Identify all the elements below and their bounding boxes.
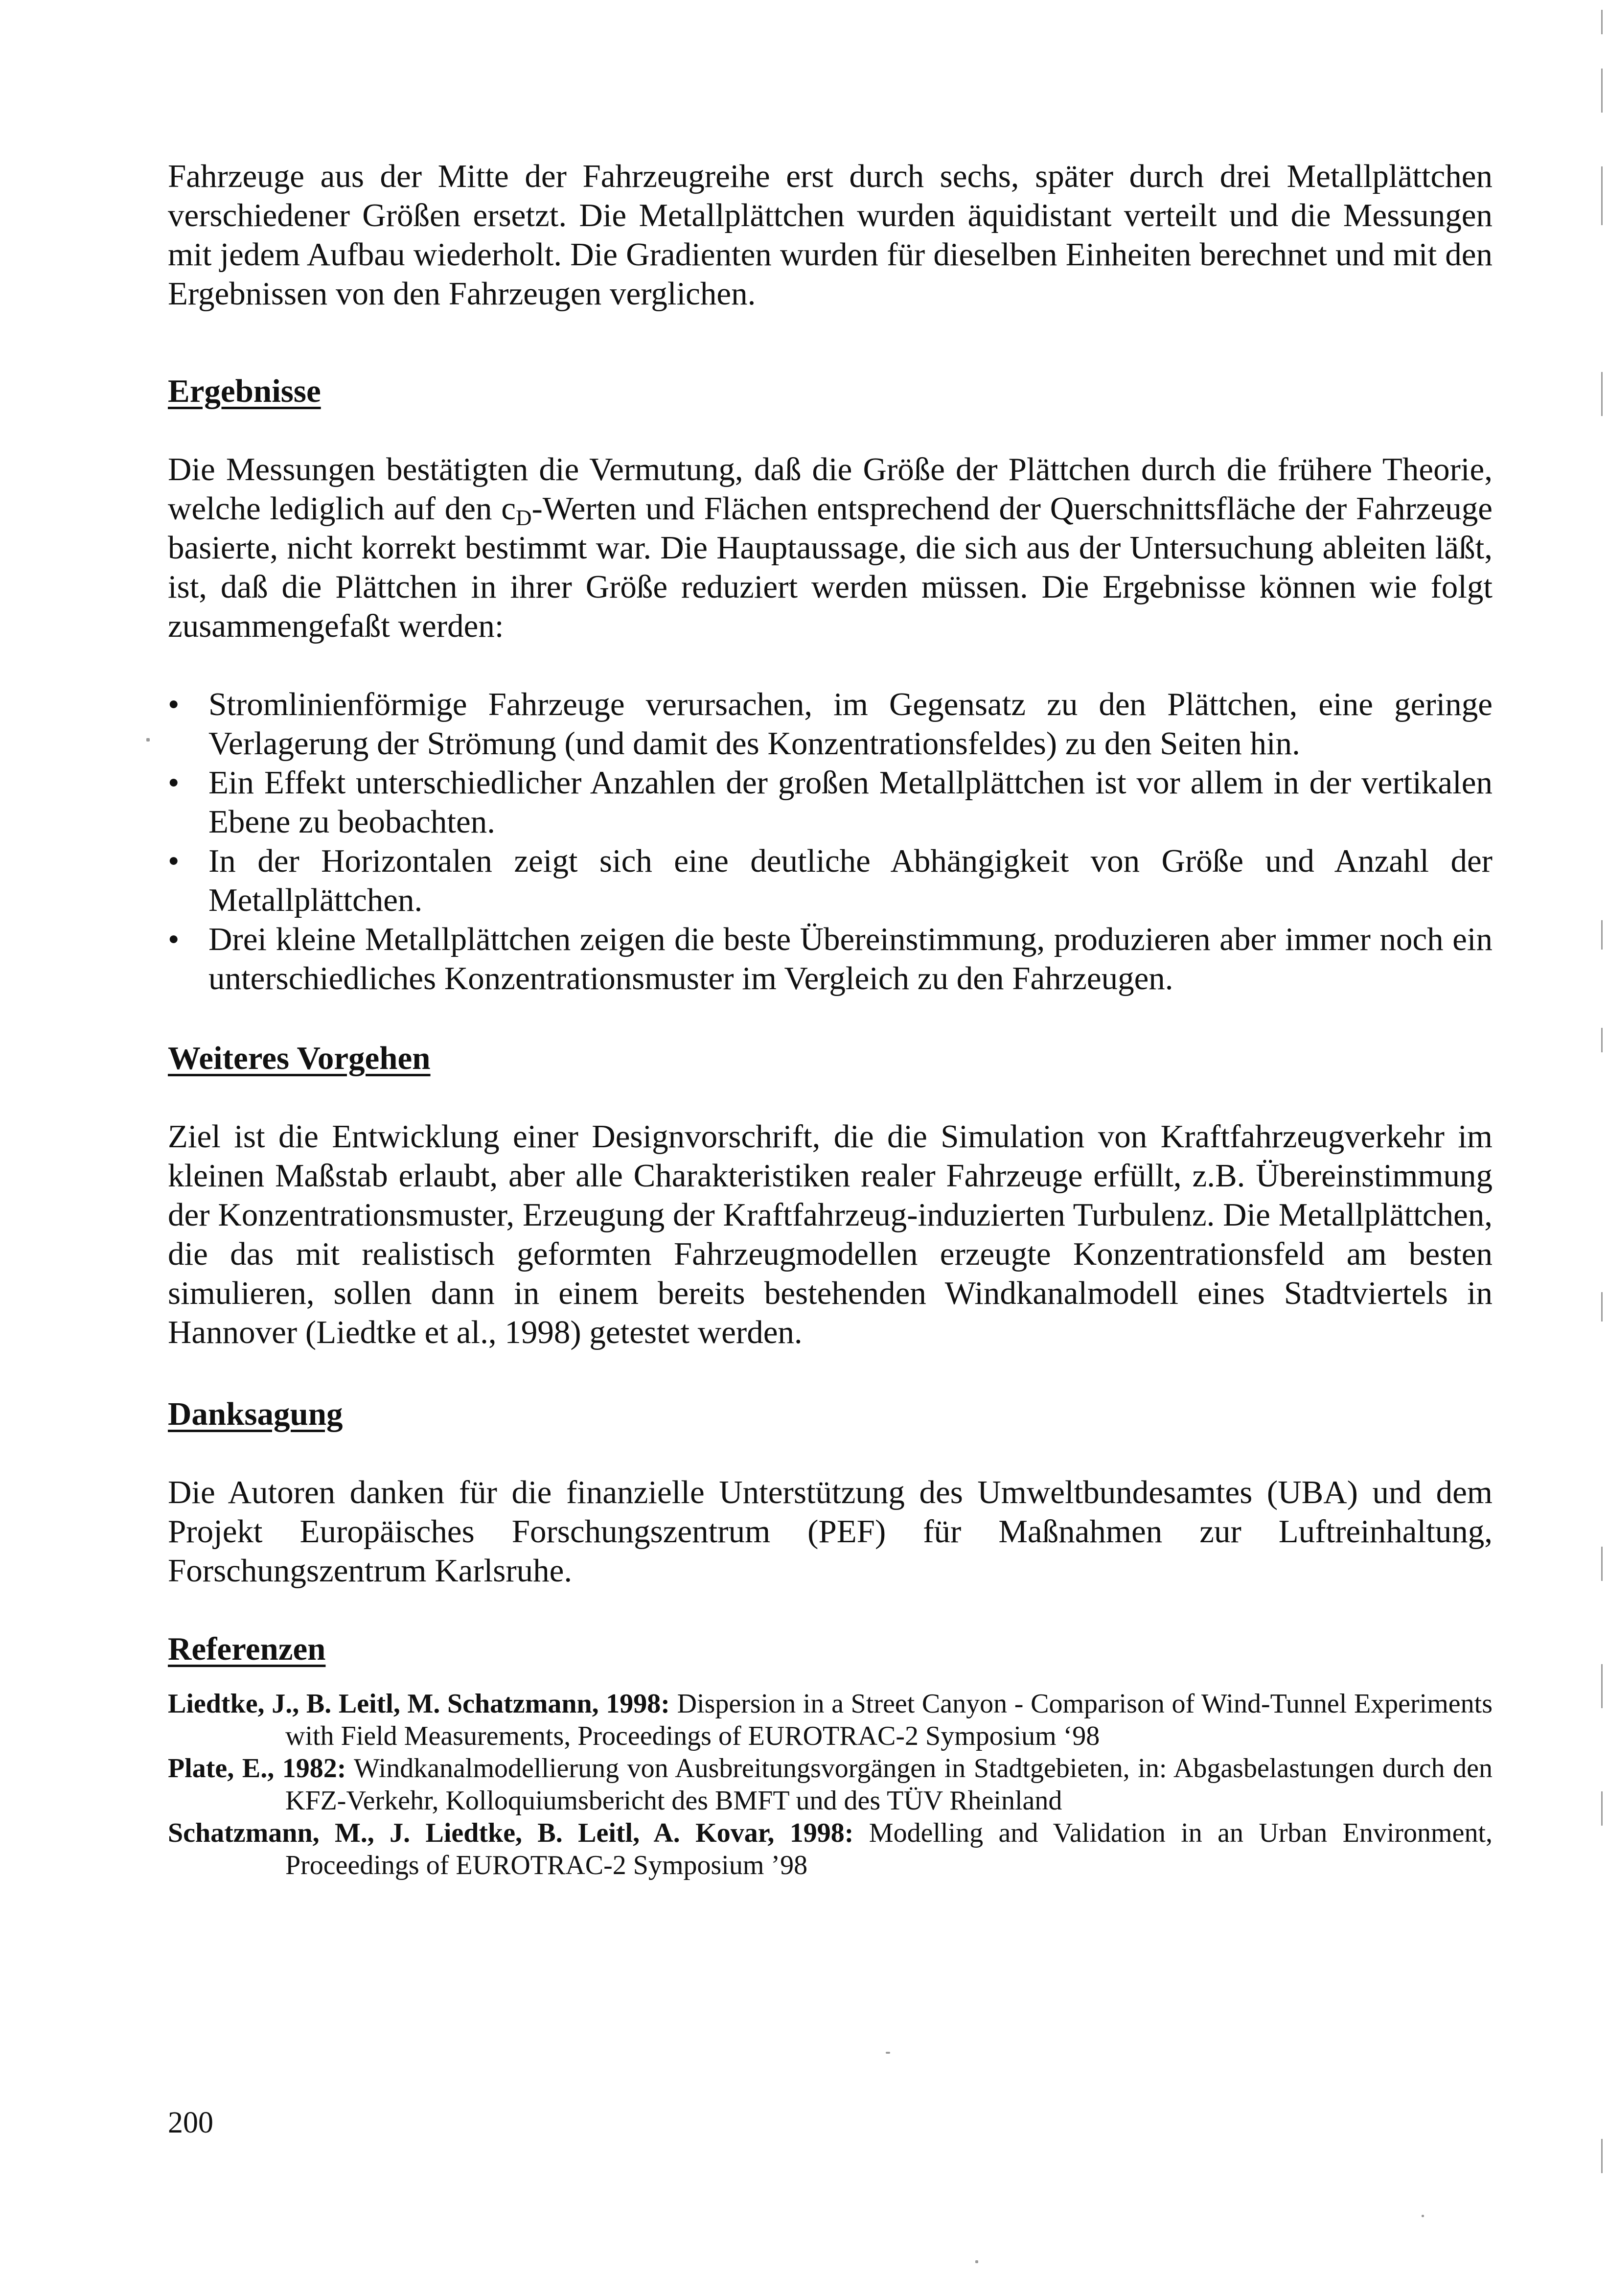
reference-list <box>168 1688 1493 1881</box>
bullet-text: Stromlinienförmige Fahrzeuge verursachen, im Gegensatz zu den Plättchen, eine geringe Verlagerung der Strömung (und damit des Konzentrationsfeldes) zu den Seiten hin. <box>208 686 1493 762</box>
reference-text: Windkanalmodellierung von Ausbreitungsvorgängen in Stadtgebieten, in: Abgasbelastungen durch den KFZ-Verkehr, Kolloquiumsbericht des BMFT und des TÜV Rheinland <box>285 1753 1493 1816</box>
bullet-icon: • <box>168 686 180 722</box>
scan-speck <box>146 738 150 742</box>
bullet-text: In der Horizontalen zeigt sich eine deutliche Abhängigkeit von Größe und Anzahl der Metallplättchen. <box>208 843 1493 918</box>
scan-mark <box>1601 1791 1603 1826</box>
scan-mark <box>1601 920 1603 950</box>
bullet-icon: • <box>168 843 180 879</box>
bullet-icon: • <box>168 921 180 957</box>
list-item <box>168 685 1493 763</box>
scan-speck <box>1422 2215 1424 2217</box>
ergebnisse-paragraph <box>168 450 1493 646</box>
bullet-text: Ein Effekt unterschiedlicher Anzahlen der großen Metallplättchen ist vor allem in der vertikalen Ebene zu beobachten. <box>208 765 1493 840</box>
bullet-icon: • <box>168 765 180 801</box>
results-bullet-list <box>168 685 1493 998</box>
section-heading-danksagung: Danksagung <box>168 1396 343 1432</box>
weiteres-vorgehen-paragraph: Ziel ist die Entwicklung einer Designvorschrift, die die Simulation von Kraftfahrzeugverkehr im kleinen Maßstab erlaubt, aber alle Charakteristiken realer Fahrzeuge erfüllt, z.B. Übereinstimmung der Konzentrationsmuster, Erzeugung der Kraftfahrzeug-induzierten Turbulenz. Die Metallplättchen, die das mit realistisch geformten Fahrzeugmodellen erzeugte Konzentrationsfeld am besten simulieren, sollen dann in einem bereits bestehenden Windkanalmodell eines Stadtviertels in Hannover (Liedtke et al., 1998) getestet werden. <box>168 1118 1493 1350</box>
reference-item <box>168 1752 1493 1817</box>
page-content <box>168 157 1493 1881</box>
danksagung-paragraph: Die Autoren danken für die finanzielle Unterstützung des Umweltbundesamtes (UBA) und dem Projekt Europäisches Forschungszentrum (PEF) für Maßnahmen zur Luftreinhaltung, Forschungszentrum Karlsruhe. <box>168 1474 1493 1589</box>
bullet-text: Drei kleine Metallplättchen zeigen die beste Übereinstimmung, produzieren aber immer noch ein unterschiedliches Konzentrationsmuster im Vergleich zu den Fahrzeugen. <box>208 921 1493 997</box>
scan-mark <box>1601 1028 1603 1052</box>
reference-text: Dispersion in a Street Canyon - Comparison of Wind-Tunnel Experiments with Field Measurements, Proceedings of EUROTRAC-2 Symposium ‘98 <box>285 1689 1493 1751</box>
reference-item <box>168 1817 1493 1881</box>
reference-item <box>168 1688 1493 1752</box>
scan-mark <box>1601 166 1603 225</box>
list-item <box>168 841 1493 920</box>
scan-mark <box>1601 10 1603 34</box>
section-heading-weiteres-vorgehen: Weiteres Vorgehen <box>168 1040 431 1076</box>
reference-authors: Liedtke, J., B. Leitl, M. Schatzmann, 1998: <box>168 1689 670 1719</box>
scan-mark <box>1601 372 1603 416</box>
ergebnisse-paragraph-part2: -Werten und Flächen entsprechend der Querschnittsfläche der Fahrzeuge basierte, nicht korrekt bestimmt war. Die Hauptaussage, die sich aus der Untersuchung ableiten läßt, ist, daß die Plättchen in ihrer Größe reduziert werden müssen. Die Ergebnisse können wie folgt zusammengefaßt werden: <box>168 490 1493 644</box>
list-item <box>168 763 1493 841</box>
section-heading-ergebnisse: Ergebnisse <box>168 373 321 409</box>
list-item <box>168 920 1493 998</box>
reference-authors: Schatzmann, M., J. Liedtke, B. Leitl, A. Kovar, 1998: <box>168 1818 854 1848</box>
scan-mark <box>1601 1664 1603 1708</box>
scan-speck <box>886 2052 890 2054</box>
reference-authors: Plate, E., 1982: <box>168 1753 346 1784</box>
intro-paragraph: Fahrzeuge aus der Mitte der Fahrzeugreihe erst durch sechs, später durch drei Metallplättchen verschiedener Größen ersetzt. Die Metallplättchen wurden äquidistant verteilt und die Messungen mit jedem Aufbau wiederholt. Die Gradienten wurden für dieselben Einheiten berechnet und mit den Ergebnissen von den Fahrzeugen verglichen. <box>168 158 1493 312</box>
cd-subscript: D <box>516 506 532 530</box>
scan-mark <box>1601 2139 1603 2173</box>
section-heading-referenzen: Referenzen <box>168 1631 326 1667</box>
scan-mark <box>1601 1547 1603 1581</box>
scan-mark <box>1601 1292 1603 1322</box>
scan-speck <box>975 2260 978 2263</box>
reference-text: Modelling and Validation in an Urban Environment, Proceedings of EUROTRAC-2 Symposium ’98 <box>285 1818 1493 1880</box>
page-number: 200 <box>168 2106 213 2139</box>
scan-mark <box>1601 93 1603 113</box>
scan-edge-marks <box>1598 0 1608 2296</box>
ergebnisse-paragraph-part1: Die Messungen bestätigten die Vermutung, daß die Größe der Plättchen durch die frühere Theorie, welche lediglich auf den c <box>168 451 1493 527</box>
